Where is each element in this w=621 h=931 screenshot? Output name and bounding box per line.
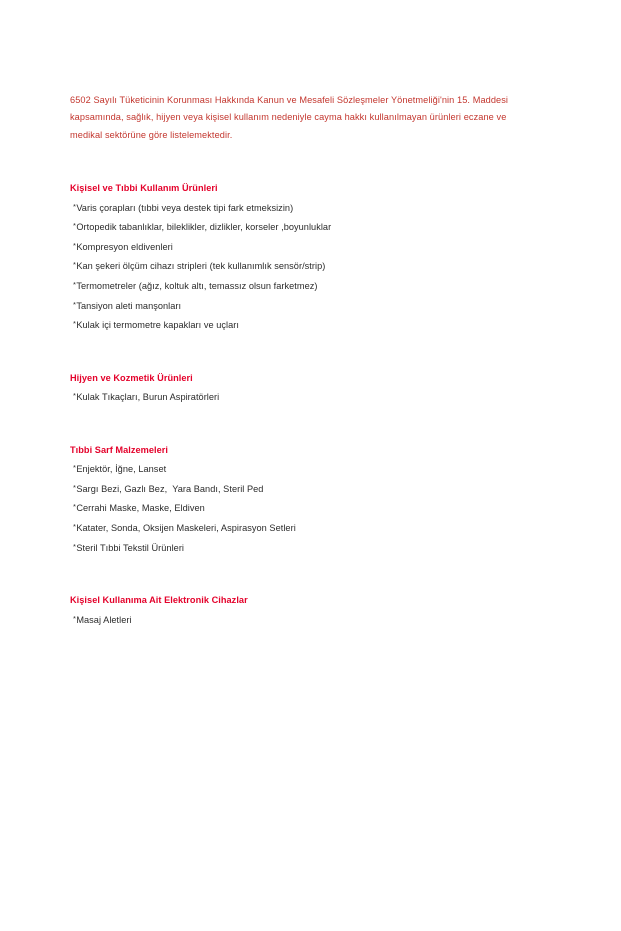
list-item-label: Enjektör, İğne, Lanset (76, 464, 167, 475)
list-item (70, 498, 545, 518)
asterisk-bullet-icon: * (73, 391, 77, 401)
document-content (70, 92, 545, 629)
asterisk-bullet-icon: * (73, 463, 77, 473)
list-item-label: Masaj Aletleri (76, 614, 132, 625)
list-item-label: Steril Tıbbi Tekstil Ürünleri (76, 542, 185, 553)
asterisk-bullet-icon: * (73, 280, 77, 289)
asterisk-bullet-icon: * (73, 521, 77, 531)
asterisk-bullet-icon: * (73, 240, 77, 250)
list-item (70, 315, 545, 335)
asterisk-bullet-icon: * (73, 221, 77, 231)
list-item-label: Cerrahi Maske, Maske, Eldiven (76, 503, 205, 514)
section-item-list (70, 198, 545, 335)
section-item-list (70, 459, 545, 557)
section-heading: Hijyen ve Kozmetik Ürünleri (70, 372, 193, 383)
asterisk-bullet-icon: * (73, 541, 77, 551)
list-item (70, 479, 545, 499)
section-heading: Kişisel ve Tıbbi Kullanım Ürünleri (70, 183, 218, 194)
asterisk-bullet-icon: * (73, 299, 77, 309)
list-item (70, 276, 545, 296)
list-item-label: Kompresyon eldivenleri (76, 242, 173, 252)
section-item-list (70, 610, 545, 630)
section-item-list (70, 387, 545, 407)
list-item-label: Tansiyon aleti manşonları (76, 300, 182, 311)
list-item-label: Kan şekeri ölçüm cihazı stripleri (tek kullanımlık sensör/strip) (76, 261, 326, 272)
asterisk-bullet-icon: * (73, 482, 77, 492)
asterisk-bullet-icon: * (73, 502, 77, 512)
list-item (70, 296, 545, 316)
list-item-label: Termometreler (ağız, koltuk altı, temassız olsun farketmez) (76, 281, 318, 292)
list-item (70, 459, 545, 479)
list-item-label: Katater, Sonda, Oksijen Maskeleri, Aspirasyon Setleri (76, 523, 296, 534)
asterisk-bullet-icon: * (73, 201, 77, 211)
list-item (70, 387, 545, 407)
list-item (70, 256, 545, 276)
section-kisisel-ve-tibbi-kullanim-urunleri (70, 180, 545, 335)
list-item (70, 610, 545, 630)
list-item-label: Kulak içi termometre kapakları ve uçları (76, 320, 239, 331)
asterisk-bullet-icon: * (73, 260, 77, 270)
list-item (70, 538, 545, 558)
list-item-label: Ortopedik tabanlıklar, bileklikler, dizlikler, korseler ,boyunluklar (76, 222, 332, 233)
asterisk-bullet-icon: * (73, 319, 77, 329)
list-item (70, 237, 545, 257)
list-item-label: Sargı Bezi, Gazlı Bez, Yara Bandı, Steril Ped (76, 483, 264, 494)
list-item-label: Kulak Tıkaçları, Burun Aspiratörleri (76, 392, 220, 403)
list-item (70, 217, 545, 237)
section-tibbi-sarf-malzemeleri (70, 442, 545, 557)
intro-paragraph: 6502 Sayılı Tüketicinin Korunması Hakkında Kanun ve Mesafeli Sözleşmeler Yönetmeliği'nin 15. Maddesi kapsamında, sağlık, hijyen veya kişisel kullanım nedeniyle cayma hakkı kullanılmayan ürünleri eczane ve medikal sektörüne göre listelemektedir. (70, 95, 509, 140)
list-item (70, 198, 545, 218)
section-kisisel-kullanima-ait-elektronik-cihazlar (70, 592, 545, 629)
section-hijyen-ve-kozmetik-urunleri (70, 370, 545, 407)
section-heading: Kişisel Kullanıma Ait Elektronik Cihazlar (70, 595, 248, 606)
list-item-label: Varis çorapları (tıbbi veya destek tipi fark etmeksizin) (76, 202, 294, 213)
section-heading: Tıbbi Sarf Malzemeleri (70, 444, 169, 455)
list-item (70, 518, 545, 538)
asterisk-bullet-icon: * (73, 613, 77, 623)
